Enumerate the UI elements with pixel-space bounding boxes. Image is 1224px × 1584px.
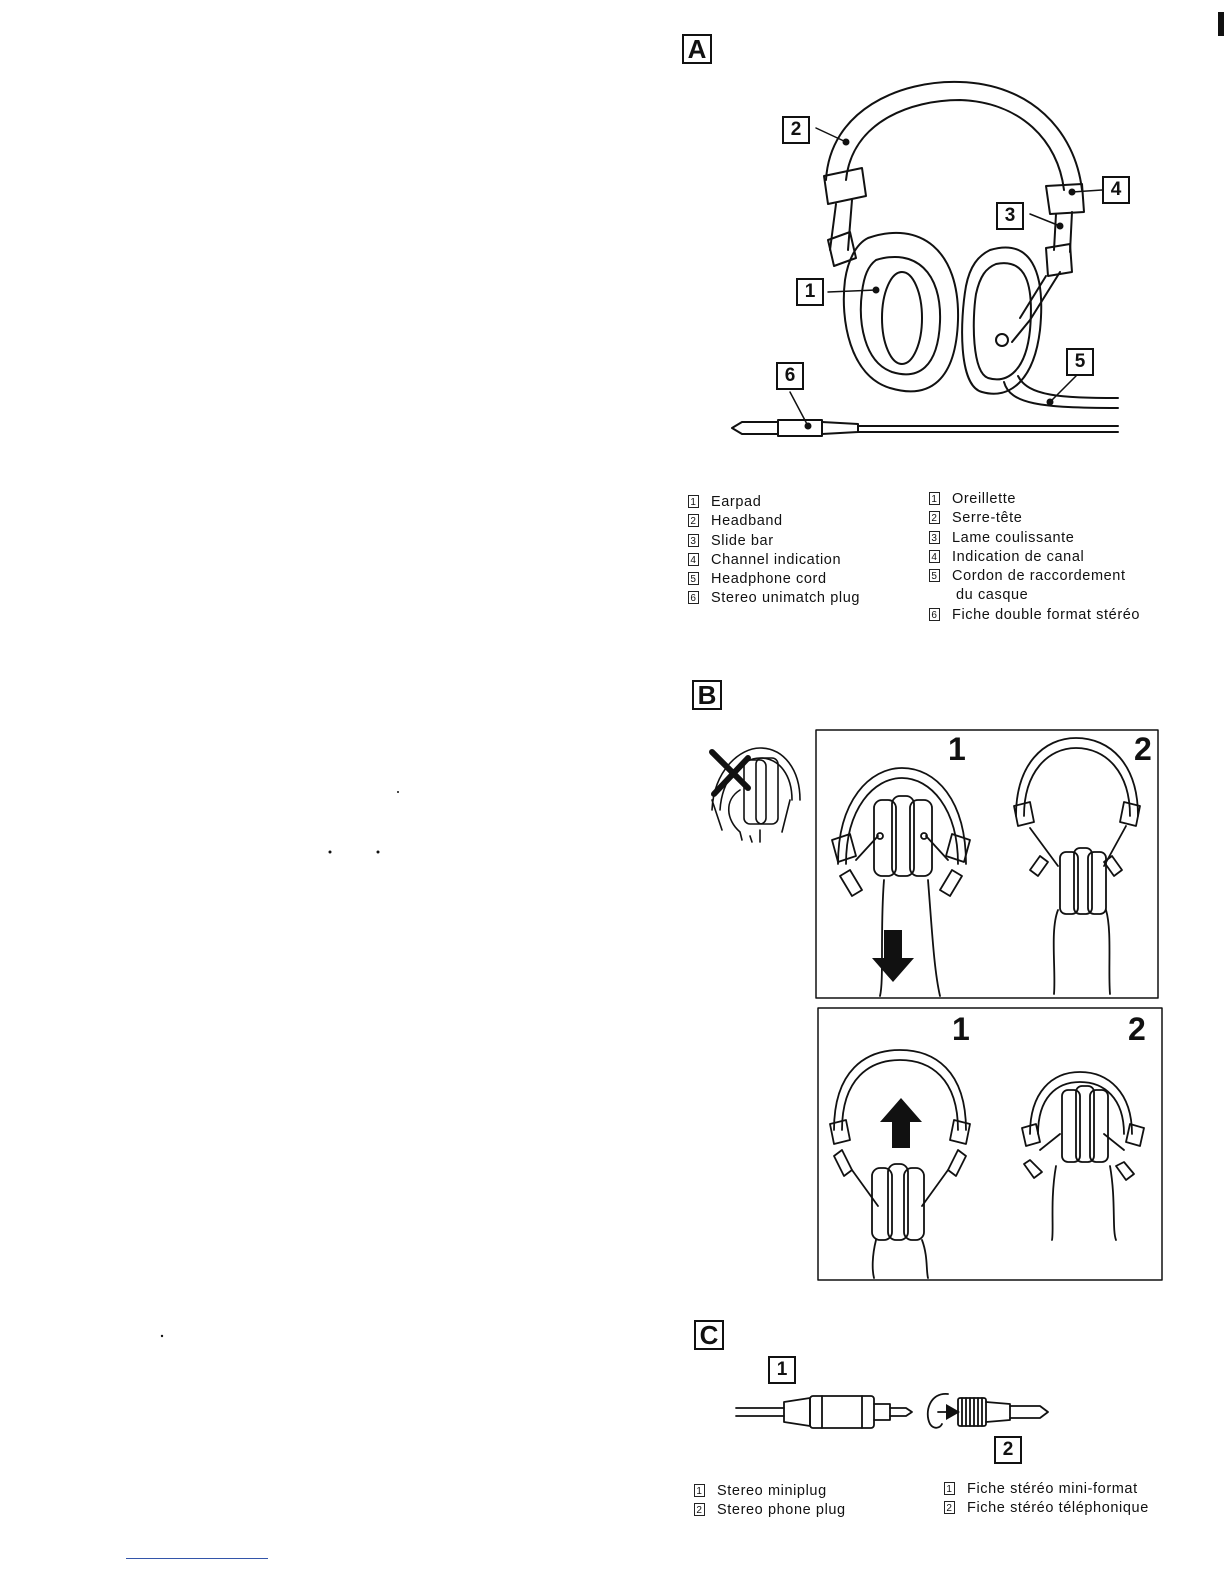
cross-mark — [712, 752, 748, 794]
callout-c-2: 2 — [994, 1436, 1022, 1464]
legend-item: 3 Lame coulissante — [929, 529, 1140, 548]
panel-bottom-frame — [818, 1008, 1162, 1280]
arrow-down-icon — [872, 930, 914, 982]
legend-c-french — [944, 1480, 1149, 1519]
section-label-c: C — [694, 1320, 724, 1350]
step-number-bottom-2: 2 — [1128, 1011, 1146, 1047]
legend-item: 2 Fiche stéréo téléphonique — [944, 1499, 1149, 1518]
legend-item: 1 Fiche stéréo mini-format — [944, 1480, 1149, 1499]
section-label-a: A — [682, 34, 712, 64]
legend-item: 2 Serre-tête — [929, 509, 1140, 528]
step-number-top-1: 1 — [948, 731, 966, 767]
legend-item: 4 Indication de canal — [929, 548, 1140, 567]
legend-item: 2 Headband — [688, 512, 860, 531]
legend-item: 5 Cordon de raccordement — [929, 567, 1140, 586]
callout-1: 1 — [796, 278, 824, 306]
legend-c-english — [694, 1482, 846, 1521]
footer-rule — [126, 1558, 268, 1559]
legend-item: 2 Stereo phone plug — [694, 1501, 846, 1520]
legend-item: 3 Slide bar — [688, 532, 860, 551]
callout-3: 3 — [996, 202, 1024, 230]
section-label-b: B — [692, 680, 722, 710]
legend-item: 6 Fiche double format stéréo — [929, 606, 1140, 625]
step-number-bottom-1: 1 — [952, 1011, 970, 1047]
legend-item: 6 Stereo unimatch plug — [688, 589, 860, 608]
legend-a-french — [929, 490, 1140, 625]
callout-c-1: 1 — [768, 1356, 796, 1384]
callout-4: 4 — [1102, 176, 1130, 204]
legend-a-english — [688, 493, 860, 609]
legend-item-continuation: du casque — [956, 587, 1029, 604]
step-number-top-2: 2 — [1134, 731, 1152, 767]
callout-5: 5 — [1066, 348, 1094, 376]
legend-item: 1 Earpad — [688, 493, 860, 512]
legend-item: 1 Stereo miniplug — [694, 1482, 846, 1501]
legend-item: 1 Oreillette — [929, 490, 1140, 509]
plugs-illustration — [736, 1394, 1048, 1428]
legend-item: 5 Headphone cord — [688, 570, 860, 589]
legend-item: 4 Channel indication — [688, 551, 860, 570]
arrow-up-icon — [880, 1098, 922, 1148]
callout-2: 2 — [782, 116, 810, 144]
callout-6: 6 — [776, 362, 804, 390]
